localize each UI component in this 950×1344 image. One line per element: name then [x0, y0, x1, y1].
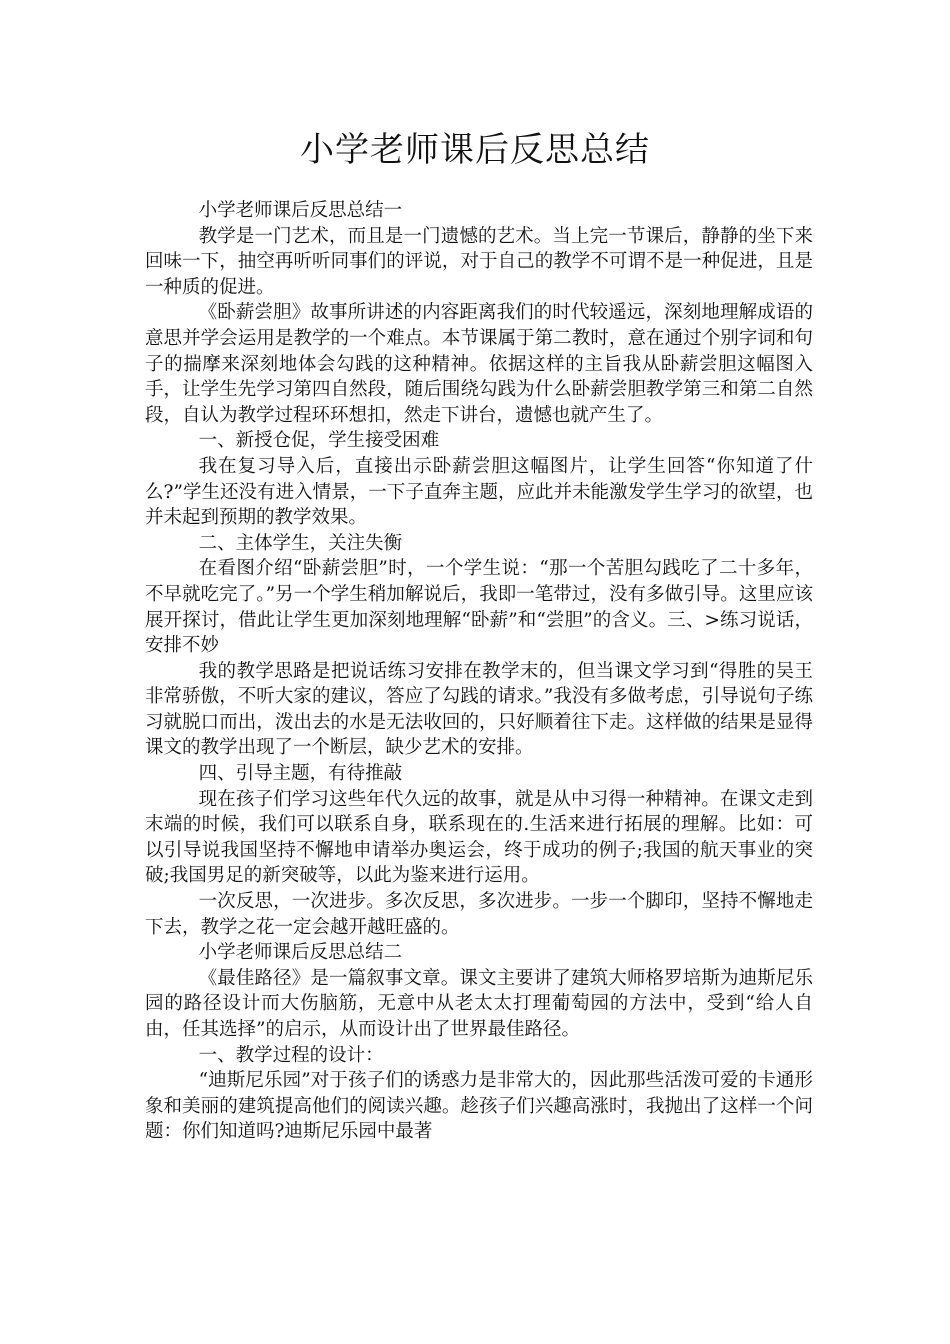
section-heading-teaching-design: 一、教学过程的设计： [198, 1044, 384, 1066]
section-title-2: 小学老师课后反思总结二 [198, 942, 403, 964]
document-title: 小学老师课后反思总结 [300, 130, 650, 170]
paragraph-5: 在看图介绍“卧薪尝胆”时，一个学生说：“那一个苦胆勾践吃了二十多年，不早就吃完了。”另一个学生稍加解说后，我即一笔带过，没有多做引导。这里应该展开探讨，借此让学生更加深刻地理解“卧薪”和“尝胆”的含义。三、>练习说话，安排不妙 [145, 558, 813, 657]
paragraph-10: “迪斯尼乐园”对于孩子们的诱惑力是非常大的，因此那些活泼可爱的卡通形象和美丽的建筑提高他们的阅读兴趣。趁孩子们兴趣高涨时，我抛出了这样一个问题：你们知道吗?迪斯尼乐园中最著 [145, 1070, 813, 1143]
paragraph-4: 我在复习导入后，直接出示卧薪尝胆这幅图片，让学生回答“你知道了什么?”学生还没有进入情景，一下子直奔主题，应此并未能激发学生学习的欲望，也并未起到预期的教学效果。 [145, 455, 813, 529]
section-heading-1: 一、新授仓促，学生接受困难 [198, 430, 440, 452]
section-heading-4: 四、引导主题，有待推敲 [198, 763, 403, 785]
paragraph-1: 小学老师课后反思总结一 [198, 200, 403, 221]
paragraph-6: 我的教学思路是把说话练习安排在教学末的，但当课文学习到“得胜的吴王非常骄傲，不听大家的建议，答应了勾践的请求。”我没有多做考虑，引导说句子练习就脱口而出，泼出去的水是无法收回的，只好顺着往下走。这样做的结果是显得课文的教学出现了一个断层，缺少艺术的安排。 [145, 660, 813, 759]
paragraph-7: 现在孩子们学习这些年代久远的故事，就是从中习得一种精神。在课文走到末端的时候，我们可以联系自身，联系现在的.生活来进行拓展的理解。比如：可以引导说我国坚持不懈地申请举办奥运会，终于成功的例子;我国的航天事业的突破;我国男足的新突破等，以此为鉴来进行运用。 [145, 788, 813, 887]
paragraph-2: 教学是一门艺术，而且是一门遗憾的艺术。当上完一节课后，静静的坐下来回味一下，抽空再听听同事们的评说，对于自己的教学不可谓不是一种促进，且是一种质的促进。 [145, 225, 813, 298]
paragraph-3: 《卧薪尝胆》故事所讲述的内容距离我们的时代较遥远，深刻地理解成语的意思并学会运用是教学的一个难点。本节课属于第二教时，意在通过个别字词和句子的揣摩来深刻地体会勾践的这种精神。依据这样的主旨我从卧薪尝胆这幅图入手，让学生先学习第四自然段，随后围绕勾践为什么卧薪尝胆教学第三和第二自然段，自认为教学过程环环想扣，然走下讲台，遗憾也就产生了。 [145, 302, 813, 426]
section-heading-2: 二、主体学生，关注失衡 [198, 532, 403, 554]
document-body [145, 198, 813, 1145]
paragraph-9: 《最佳路径》是一篇叙事文章。课文主要讲了建筑大师格罗培斯为迪斯尼乐园的路径设计而大伤脑筋，无意中从老太太打理葡萄园的方法中，受到“给人自由，任其选择”的启示，从而设计出了世界最佳路径。 [145, 967, 813, 1040]
paragraph-8: 一次反思，一次进步。多次反思，多次进步。一步一个脚印，坚持不懈地走下去，教学之花一定会越开越旺盛的。 [145, 891, 813, 938]
